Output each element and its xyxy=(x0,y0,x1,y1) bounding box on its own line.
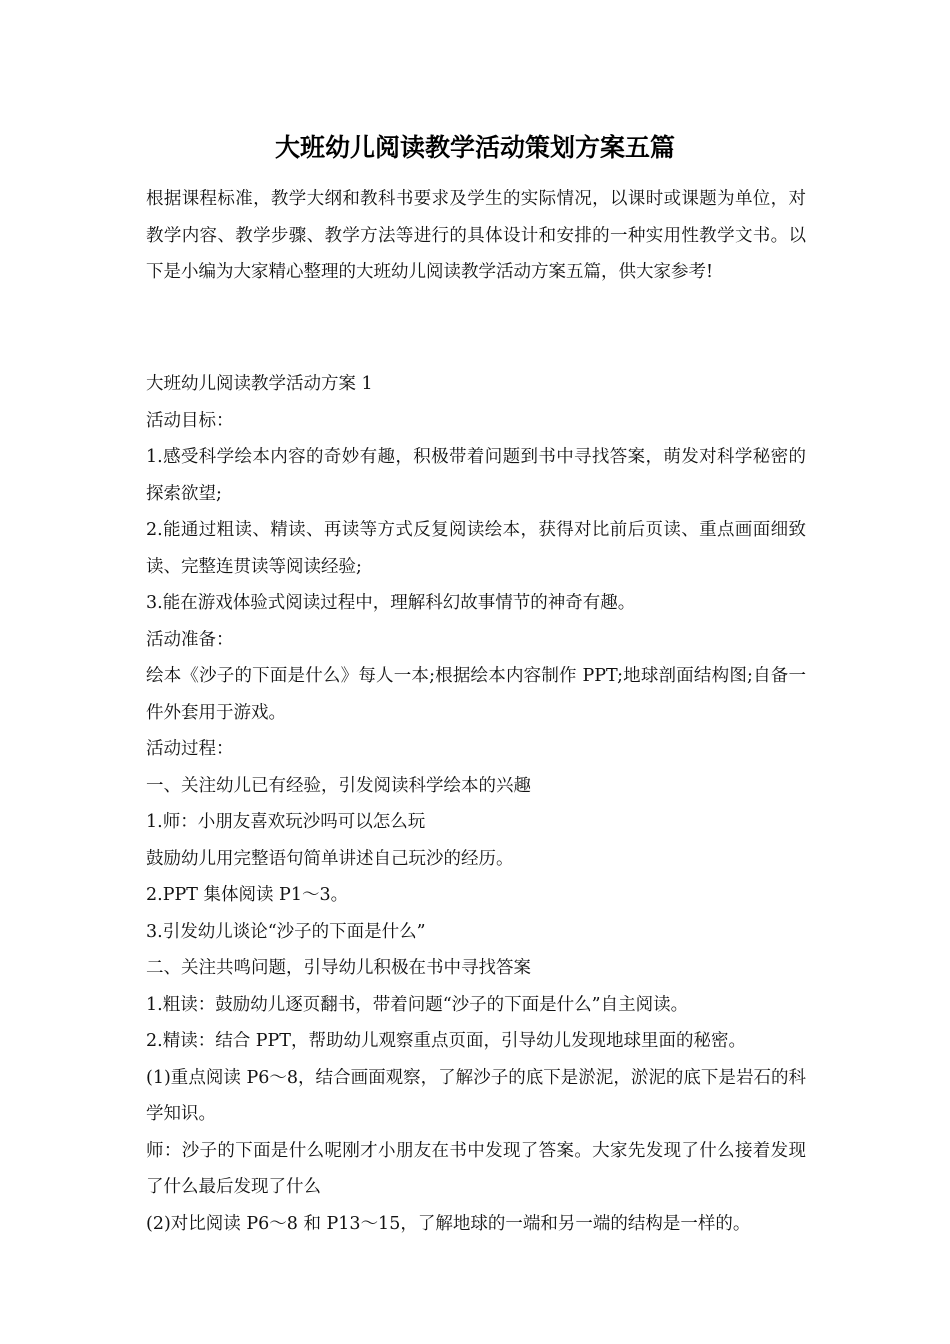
intro-section xyxy=(146,181,806,291)
goal-item: 2.能通过粗读、精读、再读等方式反复阅读绘本，获得对比前后页读、重点画面细致读、完整连贯读等阅读经验; xyxy=(146,520,806,577)
goal-item: 1.感受科学绘本内容的奇妙有趣，积极带着问题到书中寻找答案，萌发对科学秘密的探索欲望; xyxy=(146,447,806,504)
process-item: 2.精读：结合 PPT，帮助幼儿观察重点页面，引导幼儿发现地球里面的秘密。 xyxy=(146,1031,746,1051)
subheading-goals: 活动目标： xyxy=(146,410,234,431)
process-item: 师：沙子的下面是什么呢刚才小朋友在书中发现了答案。大家先发现了什么接着发现了什么最后发现了什么 xyxy=(146,1140,806,1197)
subheading-process: 活动过程： xyxy=(146,739,234,759)
process-item: 鼓励幼儿用完整语句简单讲述自己玩沙的经历。 xyxy=(146,848,514,869)
intro-paragraph: 根据课程标准，教学大纲和教科书要求及学生的实际情况，以课时或课题为单位，对教学内容、教学步骤、教学方法等进行的具体设计和安排的一种实用性教学文书。以下是小编为大家精心整理的大班幼儿阅读教学活动方案五篇，供大家参考! xyxy=(146,189,806,282)
document-body xyxy=(146,366,806,1242)
process-item: 1.粗读：鼓励幼儿逐页翻书，带着问题“沙子的下面是什么”自主阅读。 xyxy=(146,994,689,1015)
process-item: 3.引发幼儿谈论“沙子的下面是什么” xyxy=(146,921,426,942)
process-item: 1.师：小朋友喜欢玩沙吗可以怎么玩 xyxy=(146,812,426,832)
section-heading: 大班幼儿阅读教学活动方案 1 xyxy=(146,374,373,394)
preparation-text: 绘本《沙子的下面是什么》每人一本;根据绘本内容制作 PPT;地球剖面结构图;自备一件外套用于游戏。 xyxy=(146,666,806,723)
subheading-preparation: 活动准备： xyxy=(146,629,234,650)
process-item: (2)对比阅读 P6～8 和 P13～15，了解地球的一端和另一端的结构是一样的。 xyxy=(146,1213,751,1234)
document-title: 大班幼儿阅读教学活动策划方案五篇 xyxy=(274,133,675,162)
process-step-heading: 一、关注幼儿已有经验，引发阅读科学绘本的兴趣 xyxy=(146,775,531,796)
process-item: 2.PPT 集体阅读 P1～3。 xyxy=(146,885,349,905)
process-step-heading: 二、关注共鸣问题，引导幼儿积极在书中寻找答案 xyxy=(146,958,531,978)
process-item: (1)重点阅读 P6～8，结合画面观察，了解沙子的底下是淤泥，淤泥的底下是岩石的科学知识。 xyxy=(146,1067,806,1124)
goal-item: 3.能在游戏体验式阅读过程中，理解科幻故事情节的神奇有趣。 xyxy=(146,593,636,613)
